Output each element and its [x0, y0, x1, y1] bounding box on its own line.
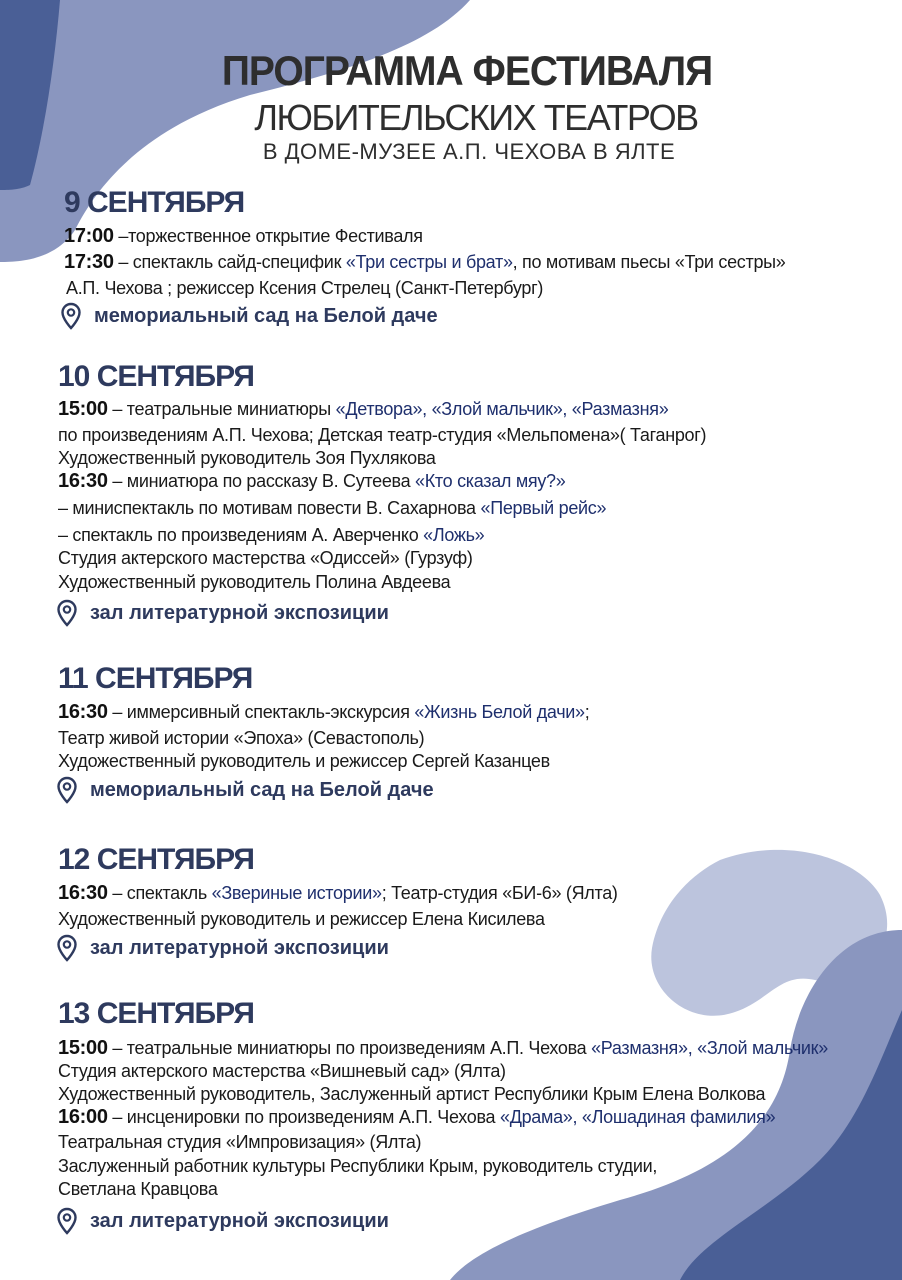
schedule-line: Художественный руководитель Зоя Пухлякова: [58, 448, 436, 468]
schedule-line: 15:00 – театральные миниатюры по произведениям А.П. Чехова «Размазня», «Злой мальчик»: [58, 1037, 828, 1059]
schedule-line: Театральная студия «Импровизация» (Ялта): [58, 1132, 422, 1152]
schedule-line: 15:00 – театральные миниатюры «Детвора», «Злой мальчик», «Размазня»: [58, 398, 669, 420]
schedule-line: Светлана Кравцова: [58, 1179, 218, 1199]
schedule-line: Театр живой истории «Эпоха» (Севастополь): [58, 728, 425, 748]
day-date: 9 СЕНТЯБРЯ: [64, 186, 245, 219]
location-pin-icon: [56, 776, 78, 804]
schedule-line: Студия актерского мастерства «Одиссей» (Гурзуф): [58, 548, 473, 568]
venue: [60, 302, 438, 330]
schedule-line: 17:30 – спектакль сайд-специфик «Три сестры и брат», по мотивам пьесы «Три сестры»: [64, 251, 786, 273]
venue-name: мемориальный сад на Белой даче: [94, 304, 438, 327]
day-date: 13 СЕНТЯБРЯ: [58, 997, 254, 1030]
venue-name: зал литературной экспозиции: [90, 936, 389, 959]
location-pin-icon: [60, 302, 82, 330]
schedule-line: Художественный руководитель и режиссер Елена Кисилева: [58, 909, 545, 929]
schedule-line: 16:30 – спектакль «Звериные истории»; Театр-студия «БИ-6» (Ялта): [58, 882, 618, 904]
location-pin-icon: [56, 934, 78, 962]
schedule-line: Художественный руководитель, Заслуженный артист Республики Крым Елена Волкова: [58, 1084, 766, 1104]
schedule-line: Студия актерского мастерства «Вишневый сад» (Ялта): [58, 1061, 506, 1081]
day-date: 12 СЕНТЯБРЯ: [58, 843, 254, 876]
schedule-line: 16:30 – миниатюра по рассказу В. Сутеева «Кто сказал мяу?»: [58, 470, 566, 492]
schedule-line: 16:30 – иммерсивный спектакль-экскурсия «Жизнь Белой дачи»;: [58, 701, 590, 723]
schedule-line: 16:00 – инсценировки по произведениям А.П. Чехова «Драма», «Лошадиная фамилия»: [58, 1106, 776, 1128]
schedule-line: – спектакль по произведениям А. Аверченко «Ложь»: [58, 525, 485, 545]
location-pin-icon: [56, 599, 78, 627]
venue-name: зал литературной экспозиции: [90, 1209, 389, 1232]
title-line-3: В ДОМЕ-МУЗЕЕ А.П. ЧЕХОВА В ЯЛТЕ: [262, 139, 676, 164]
title-line-1: ПРОГРАММА ФЕСТИВАЛЯ: [221, 48, 713, 95]
venue: [56, 776, 434, 804]
schedule-line: 17:00 –торжественное открытие Фестиваля: [64, 225, 423, 247]
venue: [56, 1207, 389, 1235]
schedule-line: – миниспектакль по мотивам повести В. Сахарнова «Первый рейс»: [58, 498, 607, 518]
venue: [56, 599, 389, 627]
venue-name: мемориальный сад на Белой даче: [90, 778, 434, 801]
schedule-line: Художественный руководитель и режиссер Сергей Казанцев: [58, 751, 550, 771]
day-date: 11 СЕНТЯБРЯ: [58, 662, 253, 695]
venue: [56, 934, 389, 962]
schedule-line: А.П. Чехова ; режиссер Ксения Стрелец (Санкт-Петербург): [66, 278, 544, 298]
schedule-line: Заслуженный работник культуры Республики Крым, руководитель студии,: [58, 1156, 658, 1176]
title-line-2: ЛЮБИТЕЛЬСКИХ ТЕАТРОВ: [254, 97, 698, 138]
location-pin-icon: [56, 1207, 78, 1235]
venue-name: зал литературной экспозиции: [90, 601, 389, 624]
schedule-line: по произведениям А.П. Чехова; Детская театр-студия «Мельпомена»( Таганрог): [58, 425, 707, 445]
schedule-line: Художественный руководитель Полина Авдеева: [58, 572, 451, 592]
day-date: 10 СЕНТЯБРЯ: [58, 360, 254, 393]
